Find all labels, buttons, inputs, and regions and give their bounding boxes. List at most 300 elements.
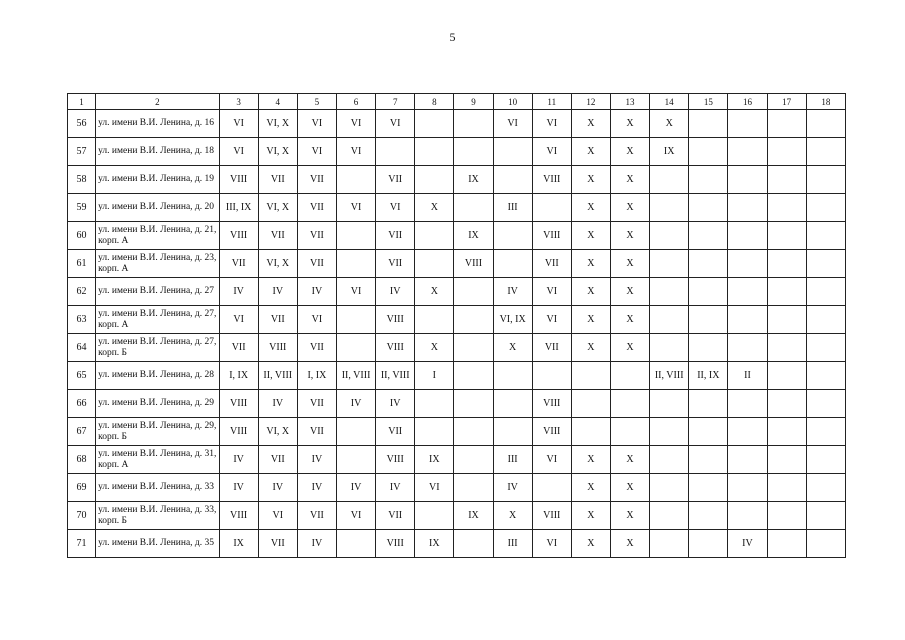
column-header: 10 [493, 94, 532, 110]
page-number: 5 [449, 30, 456, 44]
table-cell: IV [728, 530, 767, 558]
table-cell [689, 138, 728, 166]
table-cell: VII [258, 166, 297, 194]
column-header: 8 [415, 94, 454, 110]
address-cell: ул. имени В.И. Ленина, д. 35 [96, 530, 219, 558]
table-cell: VI [258, 502, 297, 530]
table-cell [767, 194, 806, 222]
table-cell [689, 446, 728, 474]
table-cell: X [610, 334, 649, 362]
row-number: 57 [68, 138, 96, 166]
table-cell [767, 250, 806, 278]
table-cell [689, 222, 728, 250]
table-cell: VI [376, 194, 415, 222]
table-row [68, 362, 846, 390]
table-cell: VII [297, 502, 336, 530]
column-header: 4 [258, 94, 297, 110]
table-cell: IV [297, 446, 336, 474]
table-cell: VIII [219, 418, 258, 446]
table-cell: VI [336, 138, 375, 166]
table-cell: VIII [532, 166, 571, 194]
table-cell: IV [297, 474, 336, 502]
table-row [68, 446, 846, 474]
table-cell: X [650, 110, 689, 138]
table-cell: VI, X [258, 250, 297, 278]
table-cell: VII [219, 334, 258, 362]
column-header: 18 [806, 94, 845, 110]
table-cell: IV [258, 474, 297, 502]
table-cell: IV [219, 474, 258, 502]
table-cell [689, 502, 728, 530]
table-cell [806, 278, 845, 306]
table-cell: VII [376, 166, 415, 194]
table-cell [728, 194, 767, 222]
table-cell [806, 446, 845, 474]
table-cell: X [610, 166, 649, 194]
table-cell: I, IX [297, 362, 336, 390]
table-cell: VII [297, 390, 336, 418]
column-header: 3 [219, 94, 258, 110]
table-cell: VII [297, 334, 336, 362]
table-cell: VII [532, 250, 571, 278]
table-cell: X [610, 138, 649, 166]
table-cell: VIII [454, 250, 493, 278]
table-cell: X [493, 334, 532, 362]
table-cell [806, 334, 845, 362]
header-row [68, 94, 846, 110]
table-cell: VII [258, 222, 297, 250]
table-cell [728, 250, 767, 278]
table-cell [767, 334, 806, 362]
table-row [68, 250, 846, 278]
column-header: 9 [454, 94, 493, 110]
table-cell [376, 138, 415, 166]
table-cell [806, 194, 845, 222]
table-cell [806, 222, 845, 250]
table-cell [415, 502, 454, 530]
table-cell: X [571, 446, 610, 474]
table-cell [454, 138, 493, 166]
table-row [68, 110, 846, 138]
table-cell: VIII [219, 502, 258, 530]
table-cell: X [571, 222, 610, 250]
table-cell [767, 110, 806, 138]
table-cell [415, 110, 454, 138]
table-cell [767, 390, 806, 418]
address-cell: ул. имени В.И. Ленина, д. 27, корп. А [96, 306, 219, 334]
table-cell: IV [376, 474, 415, 502]
data-table [67, 93, 846, 558]
table-cell: X [610, 194, 649, 222]
table-cell [806, 166, 845, 194]
table-cell: X [610, 278, 649, 306]
table-cell: VIII [219, 390, 258, 418]
table-cell: X [571, 278, 610, 306]
address-cell: ул. имени В.И. Ленина, д. 31, корп. А [96, 446, 219, 474]
table-cell [767, 166, 806, 194]
table-cell: IX [650, 138, 689, 166]
table-cell: VII [532, 334, 571, 362]
address-cell: ул. имени В.И. Ленина, д. 19 [96, 166, 219, 194]
table-cell: IV [258, 278, 297, 306]
address-cell: ул. имени В.И. Ленина, д. 27, корп. Б [96, 334, 219, 362]
table-cell: VI [219, 110, 258, 138]
table-cell [806, 362, 845, 390]
table-cell [454, 306, 493, 334]
table-cell: VII [297, 166, 336, 194]
table-cell: IV [336, 474, 375, 502]
table-cell: X [610, 530, 649, 558]
row-number: 70 [68, 502, 96, 530]
table-cell: VI, IX [493, 306, 532, 334]
table-cell [336, 530, 375, 558]
table-cell [415, 418, 454, 446]
table-cell: VIII [532, 390, 571, 418]
table-cell [689, 334, 728, 362]
table-cell: X [571, 110, 610, 138]
table-cell: X [610, 110, 649, 138]
table-cell [454, 194, 493, 222]
table-cell: VIII [376, 530, 415, 558]
table-cell [650, 194, 689, 222]
table-cell [454, 390, 493, 418]
table-cell [806, 138, 845, 166]
table-cell: VIII [258, 334, 297, 362]
table-cell [806, 530, 845, 558]
row-number: 68 [68, 446, 96, 474]
table-cell: IV [336, 390, 375, 418]
table-cell [767, 362, 806, 390]
table-cell [728, 502, 767, 530]
table-cell [806, 474, 845, 502]
table-cell [493, 166, 532, 194]
table-cell: X [571, 194, 610, 222]
table-cell: VI, X [258, 110, 297, 138]
table-cell [571, 418, 610, 446]
table-cell [689, 110, 728, 138]
address-cell: ул. имени В.И. Ленина, д. 33 [96, 474, 219, 502]
table-cell: II, IX [689, 362, 728, 390]
table-cell: VI [376, 110, 415, 138]
table-cell: IV [258, 390, 297, 418]
table-cell [806, 306, 845, 334]
table-cell: VI, X [258, 194, 297, 222]
table-cell: VI [493, 110, 532, 138]
table-cell: VI [532, 278, 571, 306]
table-cell: IX [415, 530, 454, 558]
table-cell [532, 194, 571, 222]
table-cell: VI [336, 110, 375, 138]
table-cell: II, VIII [336, 362, 375, 390]
table-cell [689, 250, 728, 278]
table-cell: IX [415, 446, 454, 474]
table-cell [650, 502, 689, 530]
table-cell: IX [454, 502, 493, 530]
column-header: 6 [336, 94, 375, 110]
table-cell [650, 278, 689, 306]
table-cell: IX [219, 530, 258, 558]
table-cell [336, 334, 375, 362]
table-cell: II, VIII [650, 362, 689, 390]
table-cell [728, 110, 767, 138]
table-cell [767, 418, 806, 446]
table-row [68, 222, 846, 250]
table-cell [767, 138, 806, 166]
address-cell: ул. имени В.И. Ленина, д. 27 [96, 278, 219, 306]
table-cell: VIII [532, 502, 571, 530]
table-cell [336, 222, 375, 250]
table-row [68, 306, 846, 334]
table-cell [650, 446, 689, 474]
table-cell: VI [297, 110, 336, 138]
table-cell: X [571, 166, 610, 194]
table-cell [532, 362, 571, 390]
table-cell [454, 278, 493, 306]
table-cell: VIII [532, 222, 571, 250]
table-cell [650, 250, 689, 278]
table-cell [728, 278, 767, 306]
table-cell [650, 166, 689, 194]
address-cell: ул. имени В.И. Ленина, д. 28 [96, 362, 219, 390]
table-cell [532, 474, 571, 502]
column-header: 14 [650, 94, 689, 110]
table-cell [728, 306, 767, 334]
table-cell [650, 390, 689, 418]
table-cell: VIII [219, 166, 258, 194]
address-cell: ул. имени В.И. Ленина, д. 16 [96, 110, 219, 138]
table-cell [728, 418, 767, 446]
table-cell [336, 306, 375, 334]
table-cell: III [493, 446, 532, 474]
table-cell [689, 390, 728, 418]
table-row [68, 474, 846, 502]
table-cell: X [415, 194, 454, 222]
table-cell: VII [297, 194, 336, 222]
table-cell: VI [297, 138, 336, 166]
table-cell [493, 362, 532, 390]
table-cell [610, 362, 649, 390]
table-cell: VIII [532, 418, 571, 446]
table-cell: VI, X [258, 418, 297, 446]
row-number: 61 [68, 250, 96, 278]
row-number: 60 [68, 222, 96, 250]
table-cell: X [571, 502, 610, 530]
table-cell: IX [454, 222, 493, 250]
table-cell [767, 306, 806, 334]
table-cell [689, 306, 728, 334]
table-cell [336, 418, 375, 446]
table-cell: VII [258, 530, 297, 558]
table-cell: X [610, 250, 649, 278]
table-cell: X [610, 446, 649, 474]
table-cell: VII [219, 250, 258, 278]
table-cell [415, 166, 454, 194]
table-cell: X [610, 306, 649, 334]
table-cell [493, 418, 532, 446]
table-cell [728, 166, 767, 194]
table-cell [415, 138, 454, 166]
table-cell [806, 418, 845, 446]
table-cell: X [571, 334, 610, 362]
table-cell [728, 446, 767, 474]
table-cell: VI [532, 110, 571, 138]
column-header: 5 [297, 94, 336, 110]
table-cell [571, 390, 610, 418]
table-cell [454, 110, 493, 138]
row-number: 64 [68, 334, 96, 362]
row-number: 56 [68, 110, 96, 138]
table-cell [454, 474, 493, 502]
row-number: 71 [68, 530, 96, 558]
table-cell: II, VIII [376, 362, 415, 390]
table-cell [728, 138, 767, 166]
table-cell: VI, X [258, 138, 297, 166]
table-cell: VI [532, 446, 571, 474]
table-cell [806, 390, 845, 418]
table-cell: VII [297, 222, 336, 250]
table-cell [689, 166, 728, 194]
row-number: 63 [68, 306, 96, 334]
table-cell: I, IX [219, 362, 258, 390]
table-cell [336, 446, 375, 474]
column-header: 7 [376, 94, 415, 110]
table-cell [767, 446, 806, 474]
table-cell: IV [297, 530, 336, 558]
row-number: 58 [68, 166, 96, 194]
table-cell [493, 390, 532, 418]
row-number: 65 [68, 362, 96, 390]
table-cell: IV [376, 390, 415, 418]
table-cell [493, 222, 532, 250]
table-cell: X [571, 138, 610, 166]
table-cell: VII [258, 446, 297, 474]
table-cell: VIII [376, 306, 415, 334]
table-cell: X [571, 306, 610, 334]
table-cell: VII [258, 306, 297, 334]
table-cell [689, 474, 728, 502]
table-cell: IV [493, 278, 532, 306]
table-cell [650, 474, 689, 502]
row-number: 59 [68, 194, 96, 222]
table-cell [610, 390, 649, 418]
table-cell [767, 278, 806, 306]
table-cell: VI [219, 306, 258, 334]
table-cell [493, 138, 532, 166]
column-header: 13 [610, 94, 649, 110]
table-cell [650, 418, 689, 446]
table-cell: IX [454, 166, 493, 194]
table-cell: X [610, 502, 649, 530]
table-row [68, 390, 846, 418]
table-cell: X [610, 474, 649, 502]
table-cell [454, 446, 493, 474]
table-cell [689, 418, 728, 446]
table-row [68, 166, 846, 194]
table-cell: I [415, 362, 454, 390]
table-cell [728, 334, 767, 362]
table-cell: III, IX [219, 194, 258, 222]
table-cell: X [571, 474, 610, 502]
table-cell: II [728, 362, 767, 390]
table-cell [336, 250, 375, 278]
table-cell: VII [297, 250, 336, 278]
table-cell: VI [336, 194, 375, 222]
table-cell: X [415, 278, 454, 306]
table-cell: VI [219, 138, 258, 166]
table-cell: VII [376, 418, 415, 446]
table-cell [454, 334, 493, 362]
table-cell [493, 250, 532, 278]
table-cell: X [571, 530, 610, 558]
table-cell: X [493, 502, 532, 530]
address-cell: ул. имени В.И. Ленина, д. 33, корп. Б [96, 502, 219, 530]
table-row [68, 502, 846, 530]
table-cell [415, 250, 454, 278]
table-cell: IV [219, 446, 258, 474]
table-cell [806, 110, 845, 138]
table-cell [767, 222, 806, 250]
address-cell: ул. имени В.И. Ленина, д. 21, корп. А [96, 222, 219, 250]
address-cell: ул. имени В.И. Ленина, д. 29 [96, 390, 219, 418]
table-cell: VI [336, 278, 375, 306]
table-cell: VI [532, 306, 571, 334]
table-cell [689, 194, 728, 222]
table-cell [415, 222, 454, 250]
table-cell: VI [532, 530, 571, 558]
table-row [68, 418, 846, 446]
table-cell [767, 530, 806, 558]
table-cell [415, 306, 454, 334]
table-cell: VII [376, 222, 415, 250]
table-cell [454, 530, 493, 558]
table-cell [728, 474, 767, 502]
row-number: 69 [68, 474, 96, 502]
table-cell: VII [297, 418, 336, 446]
column-header: 17 [767, 94, 806, 110]
row-number: 62 [68, 278, 96, 306]
table-cell [610, 418, 649, 446]
table-cell: X [415, 334, 454, 362]
table-row [68, 278, 846, 306]
table-row [68, 194, 846, 222]
table-cell [336, 166, 375, 194]
table-cell [650, 306, 689, 334]
table-cell [650, 222, 689, 250]
table-cell: IV [297, 278, 336, 306]
table-cell: IV [219, 278, 258, 306]
table-cell: IV [493, 474, 532, 502]
table-cell: X [610, 222, 649, 250]
column-header: 1 [68, 94, 96, 110]
table-cell [415, 390, 454, 418]
table-cell: VI [336, 502, 375, 530]
table-cell: X [571, 250, 610, 278]
column-header: 12 [571, 94, 610, 110]
table-cell: VII [376, 250, 415, 278]
table-row [68, 334, 846, 362]
table-cell [650, 334, 689, 362]
table-cell: VII [376, 502, 415, 530]
address-cell: ул. имени В.И. Ленина, д. 18 [96, 138, 219, 166]
address-cell: ул. имени В.И. Ленина, д. 20 [96, 194, 219, 222]
table-cell [728, 222, 767, 250]
table-cell: VI [532, 138, 571, 166]
table-cell [767, 502, 806, 530]
table-cell: VIII [376, 334, 415, 362]
table-cell [571, 362, 610, 390]
table-row [68, 530, 846, 558]
column-header: 15 [689, 94, 728, 110]
